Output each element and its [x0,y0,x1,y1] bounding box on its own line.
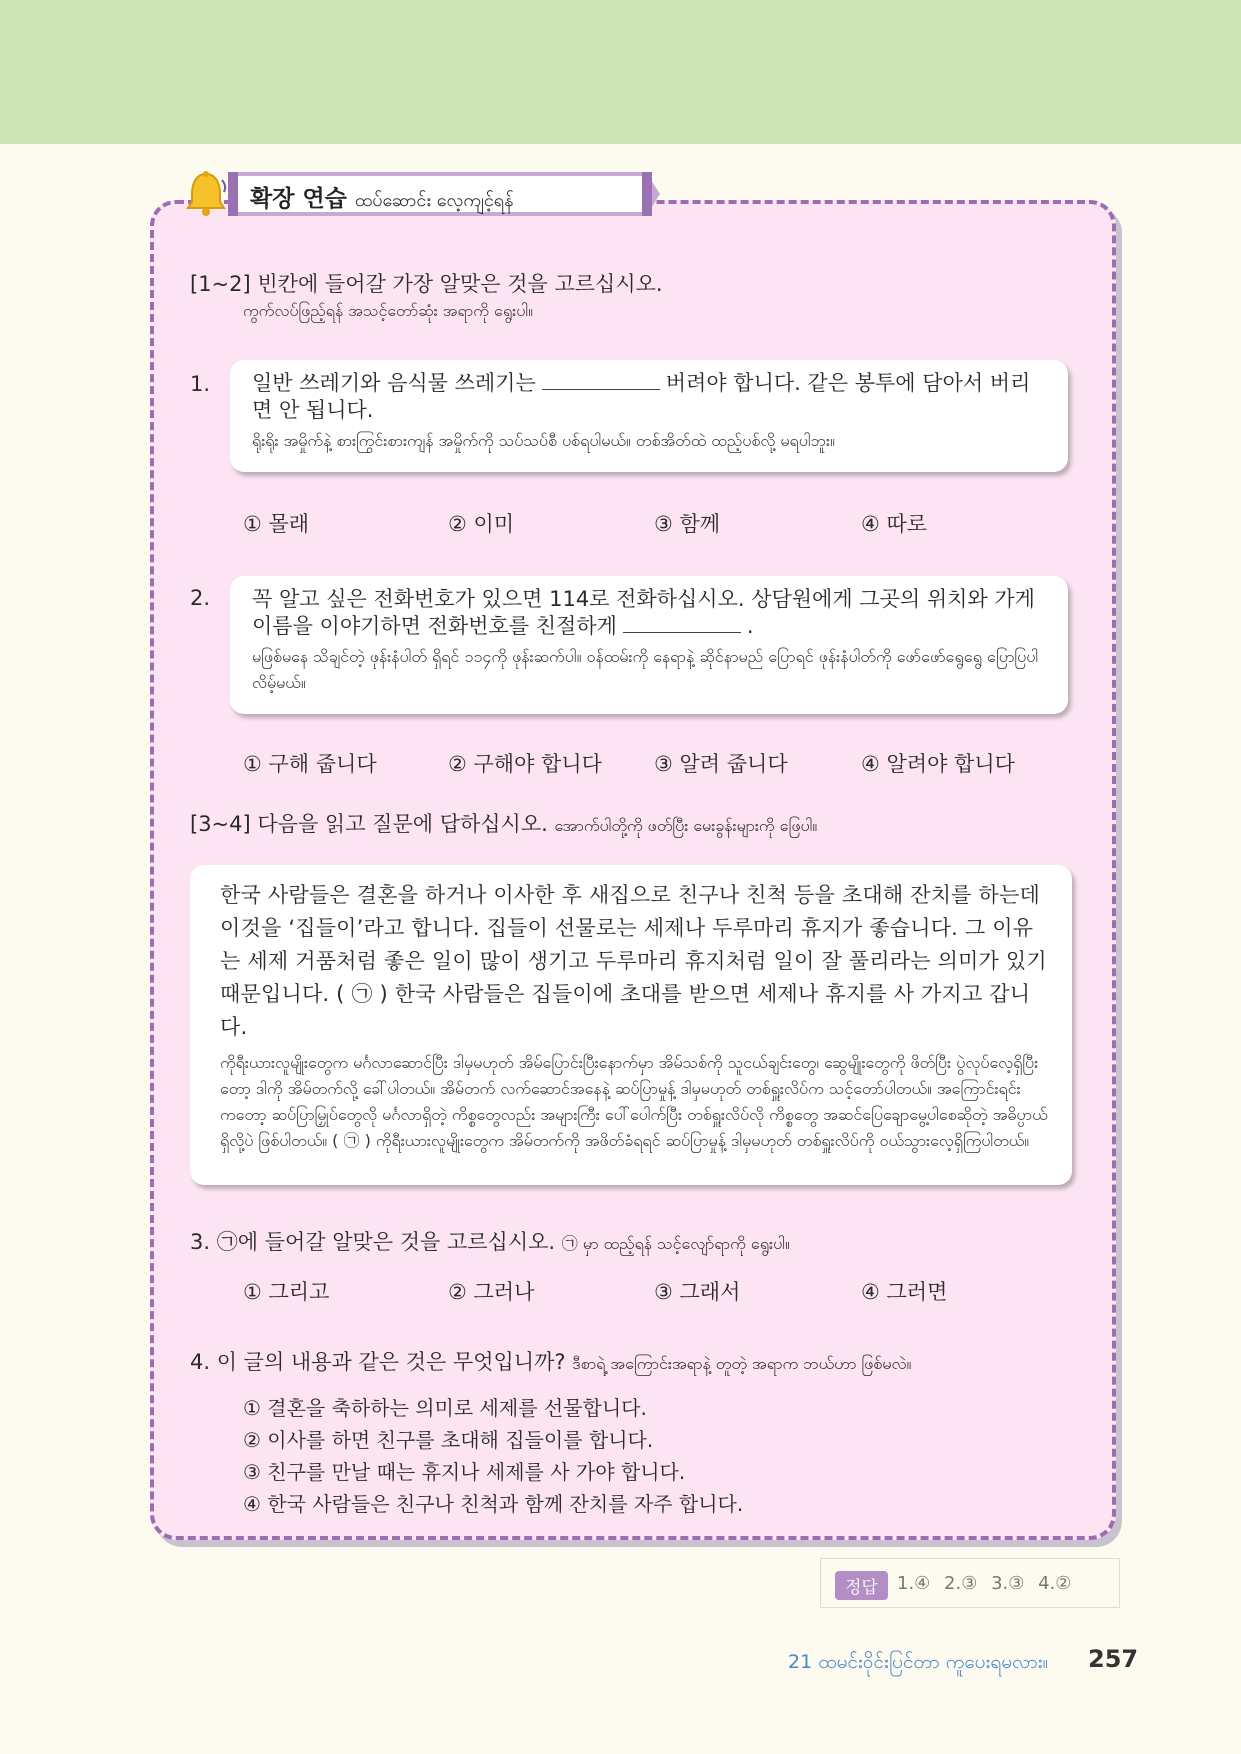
q4-option-4[interactable]: ④ 한국 사람들은 친구나 친척과 함께 잔치를 자주 합니다. [243,1492,744,1516]
q4-option-1[interactable]: ① 결혼을 축하하는 의미로 세제를 선물합니다. [243,1396,647,1420]
q4-option-2[interactable]: ② 이사를 하면 친구를 초대해 집들이를 합니다. [243,1428,654,1452]
q1-blank [542,371,660,390]
q4-text: 4. 이 글의 내용과 같은 것은 무엇입니까? [190,1350,566,1374]
passage-text-ko: 한국 사람들은 결혼을 하거나 이사한 후 새집으로 친구나 친척 등을 초대해 잔치를 하는데 이것을 ‘집들이’라고 합니다. 집들이 선물로는 세제나 두루마리 휴지가 좋습니다. 그 이유는 세제 거품처럼 좋은 일이 많이 생기고 두루마리 휴지처럼 일이 잘 풀리라는 의미가 있기 때문입니다. ( ㉠ ) 한국 사람들은 집들이에 초대를 받으면 세제나 휴지를 사 가지고 갑니다. [220,883,1047,1039]
section1-title: [1~2] 빈칸에 들어갈 가장 알맞은 것을 고르십시오. [190,272,663,296]
q2-text-after: . [746,614,754,638]
reading-passage [190,865,1072,1185]
page-number: 257 [1088,1645,1139,1673]
q1-text-before: 일반 쓰레기와 음식물 쓰레기는 [252,371,536,395]
q2-box [230,576,1068,714]
q2-number: 2. [190,586,211,610]
q3-option-1[interactable]: ① 그리고 [243,1280,330,1304]
answer-key-label: 정답 [835,1571,888,1600]
q4-row [190,1346,911,1377]
q1-option-2[interactable]: ② 이미 [448,512,515,536]
q2-option-4[interactable]: ④ 알려야 합니다 [861,752,1015,776]
q4-option-3[interactable]: ③ 친구를 만날 때는 휴지나 세제를 사 가야 합니다. [243,1460,686,1484]
header-title-my: ထပ်ဆောင်း လေ့ကျင့်ရန် [354,190,514,211]
q1-option-3[interactable]: ③ 함께 [654,512,721,536]
section2-title: [3~4] 다음을 읽고 질문에 답하십시오. [190,812,548,836]
header-title-ko: 확장 연습 [250,186,347,212]
answer-key-values: 1.④ 2.③ 3.③ 4.② [897,1573,1072,1594]
q3-option-3[interactable]: ③ 그래서 [654,1280,741,1304]
bell-icon [182,170,230,222]
q1-option-1[interactable]: ① 몰래 [243,512,310,536]
q1-text-ko [252,370,1046,424]
q1-number: 1. [190,372,211,396]
q3-text: 3. ㉠에 들어갈 알맞은 것을 고르십시오. [190,1230,556,1254]
section2-title-row [190,808,817,839]
q4-options [243,1392,743,1520]
q4-text-my: ဒီစာရဲ့ အကြောင်းအရာနဲ့ တူတဲ့ အရာက ဘယ်ဟာ ဖြစ်မလဲ။ [572,1354,912,1373]
q3-option-2[interactable]: ② 그러나 [448,1280,535,1304]
q2-option-1[interactable]: ① 구해 줍니다 [243,752,377,776]
section1-subtitle: ကွက်လပ်ဖြည့်ရန် အသင့်တော်ဆုံး အရာကို ရွေးပါ။ [243,301,533,320]
q3-text-my: ㉠ မှာ ထည့်ရန် သင့်လျော်ရာကို ရွေးပါ။ [561,1234,790,1253]
q2-text-ko [252,586,1046,640]
section2-subtitle: အောက်ပါတို့ကို ဖတ်ပြီး မေးခွန်းများကို ဖြေပါ။ [554,816,818,835]
q2-blank [623,614,741,633]
section-header-ribbon [228,168,660,220]
q1-text-after: 버려야 합니다. 같은 봉투에 담아서 버리면 안 됩니다. [252,371,1031,422]
q1-text-my: ရိုးရိုး အမှိုက်နဲ့ စားကြွင်းစားကျန် အမှိုက်ကို သပ်သပ်စီ ပစ်ရပါမယ်။ တစ်အိတ်ထဲ ထည့်ပစ်လို့ မရပါဘူး။ [252,431,835,450]
answer-key [820,1558,1120,1608]
q2-option-2[interactable]: ② 구해야 합니다 [448,752,602,776]
footer-chapter: 21 ထမင်းဝိုင်းပြင်တာ ကူပေးရမလား။ [788,1651,1049,1673]
top-color-band [0,0,1241,144]
q2-text-my: မဖြစ်မနေ သိချင်တဲ့ ဖုန်းနံပါတ် ရှိရင် ၁၁၄ကို ဖုန်းဆက်ပါ။ ဝန်ထမ်းကို နေရာနဲ့ ဆိုင်နာမည် ပြောရင် ဖုန်းနံပါတ်ကို ဖော်ဖော်ရွေရွေ ပြောပြပါလိမ့်မယ်။ [252,647,1039,692]
passage-text-my: ကိုရီးယားလူမျိုးတွေက မင်္ဂလာဆောင်ပြီး ဒါမှမဟုတ် အိမ်ပြောင်းပြီးနောက်မှာ အိမ်သစ်ကို သူငယ်ချင်းတွေ၊ ဆွေမျိုးတွေကို ဖိတ်ပြီး ပွဲလုပ်လေ့ရှိပြီးတော့ ဒါကို အိမ်တက်လို့ ခေါ်ပါတယ်။ အိမ်တက် လက်ဆောင်အနေနဲ့ ဆပ်ပြာမှုန့် ဒါမှမဟုတ် တစ်ရှူးလိပ်က သင့်တော်ပါတယ်။ အကြောင်းရင်းကတော့ ဆပ်ပြာမြှုပ်တွေလို မင်္ဂလာရှိတဲ့ ကိစ္စတွေလည်း အများကြီး ပေါ်ပေါက်ပြီး တစ်ရှူးလိပ်လို ကိစ္စတွေ အဆင်ပြေချောမွေ့ပါစေဆိုတဲ့ အဓိပ္ပာယ်ရှိလို့ပဲ ဖြစ်ပါတယ်။ ( ㉠ ) ကိုရီးယားလူမျိုးတွေက အိမ်တက်ကို အဖိတ်ခံရရင် ဆပ်ပြာမှုန့် ဒါမှမဟုတ် တစ်ရှူးလိပ်ကို ဝယ်သွားလေ့ရှိကြပါတယ်။ [220,1053,1048,1150]
q1-box [230,360,1068,472]
q1-option-4[interactable]: ④ 따로 [861,512,928,536]
q2-text-before: 꼭 알고 싶은 전화번호가 있으면 114로 전화하십시오. 상담원에게 그곳의 위치와 가게 이름을 이야기하면 전화번호를 친절하게 [252,587,1035,638]
q2-option-3[interactable]: ③ 알려 줍니다 [654,752,788,776]
q3-row [190,1226,790,1257]
q3-option-4[interactable]: ④ 그러면 [861,1280,948,1304]
